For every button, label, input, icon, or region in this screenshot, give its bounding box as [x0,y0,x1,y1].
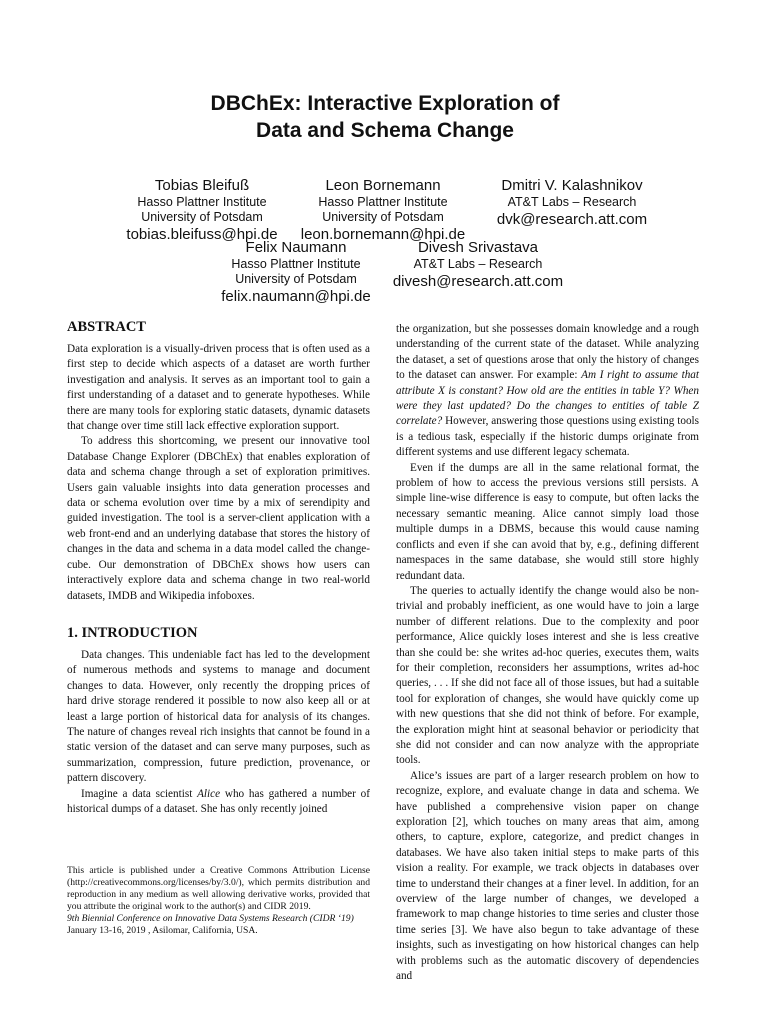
right-column [396,322,699,984]
author-name: Dmitri V. Kalashnikov [501,177,643,194]
copyright-footnote [67,865,370,937]
right-paragraph-3: The queries to actually identify the change would also be non-trivial and probably inefficient, as one would have to join a large number of different relations. Due to the complexity and poor performance, Alice quickly loses interest and she is less creative than she could be: she writes ad-hoc queries, executes them, waits for their completion, reconsiders her assumptions, writes ad-hoc queries, . . . If she did not face all of those issues, but had a suitable tool for exploration of changes, she would have quickly come up with new questions that she did not think of before. For example, the exploration might hint at seasonal behavior or periodicity that she did not consider and can now analyze with the appropriate tools. [396,584,699,767]
author-affiliation: Hasso Plattner Institute [231,257,361,271]
conference-name-italic: 9th Biennial Conference on Innovative Data Systems Research (CIDR ‘19) [67,913,354,924]
author-affiliation: AT&T Labs – Research [413,257,543,271]
conference-dates: January 13-16, 2019 , Asilomar, California, USA. [67,925,258,936]
right-paragraph-4: Alice’s issues are part of a larger research problem on how to recognize, explore, and evaluate change in data and schema. We have published a comprehensive vision paper on change exploration [2], which touches on many areas that aim, among others, to capture, explore, categorize, and predict changes in databases. We have also taken initial steps to make parts of this vision a reality. For example, we track objects in databases over time to understand their changes at a finer level. In addition, for an overview of the large number of changes, we developed a framework to map change histories to time series and cluster those time series [3]. We have also begun to take advantage of these insights, such as investigating on how historical changes can help with problems such as the automatic discovery of dependencies and [396,769,699,983]
author-email[interactable]: leon.bornemann@hpi.de [300,226,466,243]
intro-text: Imagine a data scientist [81,787,198,800]
author-affiliation: University of Potsdam [235,272,357,286]
intro-text: who has gathered a number of historical dumps of a dataset. She has only recently joined [67,787,370,815]
abstract-paragraph-2: To address this shortcoming, we present our innovative tool Database Change Explorer (DBChEx) that enables exploration of data and schema change through a set of exploration primitives. Users gain valuable insights into data generation processes and data or schema evolution over time by a mix of serendipity and guided investigation. The tool is a server-client application with a web front-end and an underlying database that stores the history of changes in the data and schema in a data model called the change-cube. Our demonstration of DBChEx shows how users can interactively explore data and schema change in two real-world datasets, IMDB and Wikipedia infoboxes. [67,435,370,602]
author-email[interactable]: felix.naumann@hpi.de [221,288,371,305]
author-name: Tobias Bleifuß [154,177,250,194]
intro-paragraph-2 [67,787,370,818]
introduction-heading: 1. INTRODUCTION [67,624,198,641]
author-email[interactable]: divesh@research.att.com [392,273,564,290]
title-line-1: DBChEx: Interactive Exploration of [210,92,560,115]
right-paragraph-2: Even if the dumps are all in the same relational format, the problem of how to access the previous versions still persists. A simple line-wise difference is easy to compute, but often lacks the necessary semantic meaning. Alice cannot simply load those multiple dumps in a DBMS, because this would cause naming conflicts and even if she can avoid that by, e.g., defining different namespaces in the same database, she would still store highly redundant data. [396,461,699,582]
author-affiliation: AT&T Labs – Research [507,195,637,209]
author-name: Leon Bornemann [325,177,441,194]
example-questions: Am I right to assume that attribute X is constant? How old are the entities in table Y? When were they last updated? Do the changes to entities of table Z correlate? [396,369,699,428]
author-affiliation: University of Potsdam [141,210,263,224]
paper-title [0,90,770,144]
left-column [67,318,370,817]
author-name: Divesh Srivastava [417,239,539,256]
right-text: However, answering those questions using existing tools is a tedious task, especially if the historic dumps originate from different systems and use different legacy schemata. [396,415,699,459]
author-email[interactable]: tobias.bleifuss@hpi.de [126,226,278,243]
author-email[interactable]: dvk@research.att.com [496,211,648,228]
author-affiliation: Hasso Plattner Institute [137,195,267,209]
alice-name: Alice [197,787,221,800]
author-block-2 [287,176,479,245]
author-block-1 [102,176,302,245]
abstract-heading: ABSTRACT [67,319,146,335]
title-line-2: Data and Schema Change [256,119,514,142]
author-block-3 [477,176,667,230]
license-text: This article is published under a Creative Commons Attribution License (http://creativecommons.org/licenses/by/3.0/), which permits distribution and reproduction in any medium as well allowing derivative works, provided that you attribute the original work to the author(s) and CIDR 2019. [67,865,370,912]
conference-name [67,913,370,925]
right-paragraph-1 [396,322,699,461]
author-affiliation: Hasso Plattner Institute [318,195,448,209]
author-affiliation: University of Potsdam [322,210,444,224]
intro-paragraph-1: Data changes. This undeniable fact has led to the development of numerous methods and systems to manage and document changes to data. However, only recently the dropping prices of hard drive storage rendered it possible to now also keep all or at least a large portion of historical data for analysis of its changes. The nature of changes reveal rich insights that cannot be found in a static version of the dataset and can serve many purposes, such as summarization, compression, future prediction, provenance, or pattern discovery. [67,648,370,785]
author-name: Felix Naumann [245,239,347,256]
author-block-5 [378,238,578,292]
abstract-paragraph-1: Data exploration is a visually-driven process that is often used as a first step to decide which aspects of a dataset are worth further investigation and analysis. It serves as an important tool to gain a first understanding of a dataset and to generate hypotheses. While there are many tools for exploring static datasets, dynamic datasets that change over time still lack effective exploration support. [67,343,370,433]
right-text: the organization, but she possesses domain knowledge and a rough understanding of the current state of the dataset. While analyzing the dataset, a set of questions arose that only the history of changes to the dataset can answer. For example: [396,323,699,382]
author-block-4 [196,238,396,307]
